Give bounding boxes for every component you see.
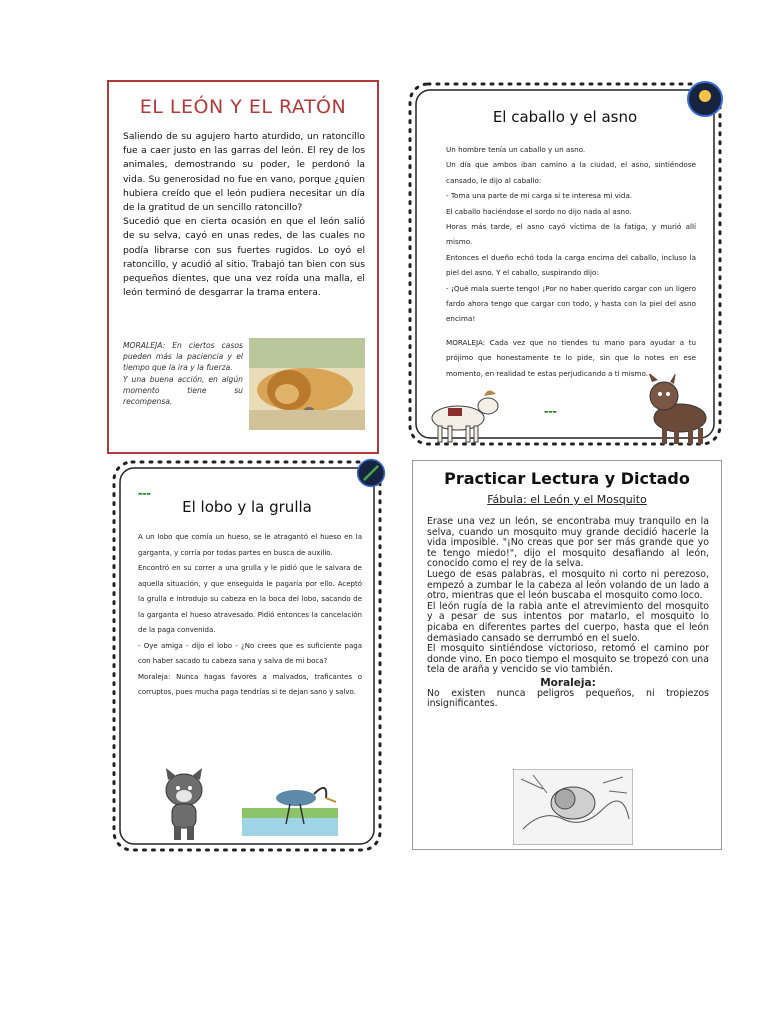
worksheet-lectura-dictado	[412, 460, 722, 850]
story-paragraph: Erase una vez un león, se encontraba muy tranquilo en la selva, cuando un mosquito muy grande decidió hacerle la vida imposible. "¡No creas que por ser más grande que yo te tengo miedo!", dijo el mosquito desafiando al león, conocido como el rey de la selva.	[427, 516, 709, 570]
story-paragraph: El león rugía de la rabia ante el atrevimiento del mosquito y a pesar de sus intentos por matarlo, el mosquito lo picaba en diferentes partes del cuerpo, hasta que el león demasiado cansado se derrumbó en el suelo.	[427, 600, 709, 644]
fable-card-caballo-asno	[404, 78, 726, 450]
horse-cartoon-icon	[418, 384, 508, 446]
card-title: El caballo y el asno	[492, 108, 638, 126]
moral-text	[123, 340, 243, 407]
story-text	[427, 517, 709, 710]
lion-mosquito-illustration	[513, 769, 633, 845]
story-paragraph: Horas más tarde, el asno cayó víctima de la fatiga, y murió allí mismo.	[446, 222, 696, 247]
story-text	[138, 530, 362, 701]
crane-bird-icon	[242, 778, 338, 836]
logo-badge-icon	[356, 458, 386, 488]
story-paragraph: El caballo haciéndose el sordo no dijo nada al asno.	[446, 206, 632, 216]
brand-mark: ▬▬▬	[138, 492, 151, 497]
story-paragraph: El mosquito sintiéndose victorioso, retomó el camino por donde vino. En poco tiempo el mosquito se tropezó con una tela de araña y vencido se vio también.	[427, 643, 709, 676]
story-paragraph: Entonces el dueño echó toda la carga encima del caballo, incluso la piel del asno. Y el caballo, suspirando dijo:	[446, 252, 696, 278]
brand-mark: ▬▬▬	[544, 410, 557, 415]
story-paragraph: - ¡Qué mala suerte tengo! ¡Por no haber querido cargar con un ligero fardo ahora tengo que cargar con todo, y hasta con la piel del asno encima!	[446, 283, 696, 324]
card-title: Practicar Lectura y Dictado	[444, 469, 690, 488]
moral-line: MORALEJA: En ciertos casos pueden más la paciencia y el tiempo que la ira y la fuerza.	[123, 341, 243, 373]
story-paragraph: Encontró en su correr a una grulla y le pidió que le salvara de aquella situación, y que enseguida le pagaría por ello. Aceptó la grulla e introdujo su cabeza en la boca del lobo, sacando de la garganta el hueso atravesado. Pidió entonces la cancelación de la paga convenida.	[138, 564, 362, 634]
moral-text: No existen nunca peligros pequeños, ni tropiezos insignificantes.	[427, 687, 709, 710]
story-paragraph: - Toma una parte de mi carga si te interesa mi vida.	[446, 191, 633, 201]
donkey-cartoon-icon	[640, 374, 720, 446]
story-text	[123, 130, 365, 300]
story-paragraph: Saliendo de su agujero harto aturdido, un ratoncillo fue a caer justo en las garras del león. El rey de los animales, demostrando su poder, le perdonó la vida. Su generosidad no fue en vano, porque ¿quien hubiera creído que el león pudiera necesitar un día de la gratitud de un sencillo ratoncillo?	[123, 131, 365, 214]
story-paragraph: Un hombre tenía un caballo y un asno.	[446, 145, 586, 154]
story-paragraph: Moraleja: Nunca hagas favores a malvados, traficantes o corruptos, pues mucha paga tendrías si te dejan sano y salvo.	[138, 672, 362, 696]
moral-title: Moraleja:	[540, 676, 596, 689]
story-paragraph: - Oye amiga - dijo el lobo - ¿No crees que es suficiente paga con haber sacado tu cabeza sana y salva de mi boca?	[138, 641, 362, 665]
moral-line: Y una buena acción, en algún momento tiene su recompensa.	[123, 374, 243, 407]
fable-card-lobo-grulla	[108, 456, 386, 856]
story-paragraph: Luego de esas palabras, el mosquito ni corto ni perezoso, empezó a zumbar le la cabeza al león volando de un lado a otro, mientras que el león buscaba el mosquito como loco.	[427, 568, 709, 602]
story-paragraph: Sucedió que en cierta ocasión en que el león salió de su selva, cayó en unas redes, de las cuales no podía librarse con sus fuertes rugidos. Lo oyó el ratoncillo, y acudió al sitio. Trabajó tan bien con sus pequeños dientes, que una vez roída una malla, el león terminó de desgarrar la trama entera.	[123, 216, 365, 299]
story-paragraph: A un lobo que comía un hueso, se le atragantó el hueso en la garganta, y corría por todas partes en busca de auxilio.	[138, 533, 362, 557]
moral-text: MORALEJA: Cada vez que no tiendes tu mano para ayudar a tu prójimo que honestamente te lo pide, sin que lo notes en ese momento, en realidad te estas perjudicando a ti mismo.	[446, 337, 696, 378]
card-title: EL LEÓN Y EL RATÓN	[139, 96, 347, 118]
card-title: El lobo y la grulla	[182, 498, 312, 516]
wolf-cartoon-icon	[154, 768, 214, 842]
story-paragraph: Un día que ambos iban camino a la ciudad, el asno, sintiéndose cansado, le dijo al caballo:	[446, 160, 696, 185]
fable-card-leon-raton	[107, 80, 379, 454]
story-text	[446, 142, 696, 381]
lion-mouse-illustration	[249, 338, 365, 430]
card-subtitle: Fábula: el León y el Mosquito	[487, 493, 647, 506]
